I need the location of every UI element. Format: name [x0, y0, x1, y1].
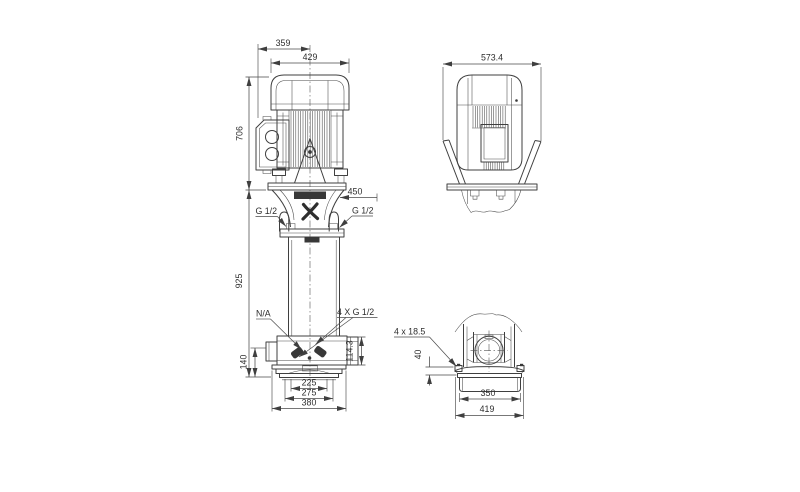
front-view	[234, 38, 378, 412]
dim-base-width-outer: 380	[301, 397, 317, 408]
label-plug-right: G 1/2	[352, 205, 374, 216]
dim-motor-height: 706	[234, 126, 245, 141]
label-plug-left: G 1/2	[255, 206, 278, 216]
label-bolt-holes: 4 x 18.5	[394, 326, 426, 337]
dim-base-width-mid: 275	[301, 387, 317, 398]
dim-port-flange-od: 114.3	[344, 340, 355, 362]
coupling-band	[294, 192, 326, 200]
dim-plate-height: 40	[413, 349, 423, 360]
base-plate-band	[458, 374, 522, 378]
terminal-box-side	[481, 125, 508, 163]
base-plate-top	[456, 367, 524, 371]
port-centerlines	[471, 331, 508, 372]
dim-bolt-span: 350	[480, 388, 496, 398]
dim-removal-clearance: 450	[347, 186, 363, 197]
label-drain-ports: 4 X G 1/2	[337, 307, 375, 317]
side-view	[443, 53, 541, 213]
port-left	[266, 342, 277, 361]
dim-plate-width: 419	[479, 404, 495, 414]
dim-terminal-box-width: 359	[275, 38, 291, 48]
drain-plug-left	[290, 346, 304, 359]
motor	[256, 75, 349, 190]
label-gauge-port: N/A	[256, 308, 271, 319]
front-dimensions	[234, 38, 378, 412]
dim-fan-cover-width: 429	[302, 52, 318, 62]
dim-port-center-height: 140	[238, 354, 249, 370]
clamp-left	[443, 140, 466, 184]
dim-motor-depth: 573.4	[480, 52, 504, 63]
column-sleeve	[289, 237, 340, 336]
base-view	[394, 314, 524, 419]
dim-pump-height: 925	[234, 273, 244, 289]
pump-head	[272, 190, 344, 243]
drain-plug-right	[313, 345, 327, 358]
break-arc	[455, 314, 522, 332]
dim-base-width-inner: 225	[301, 377, 317, 388]
motor-side-outline	[457, 75, 522, 170]
